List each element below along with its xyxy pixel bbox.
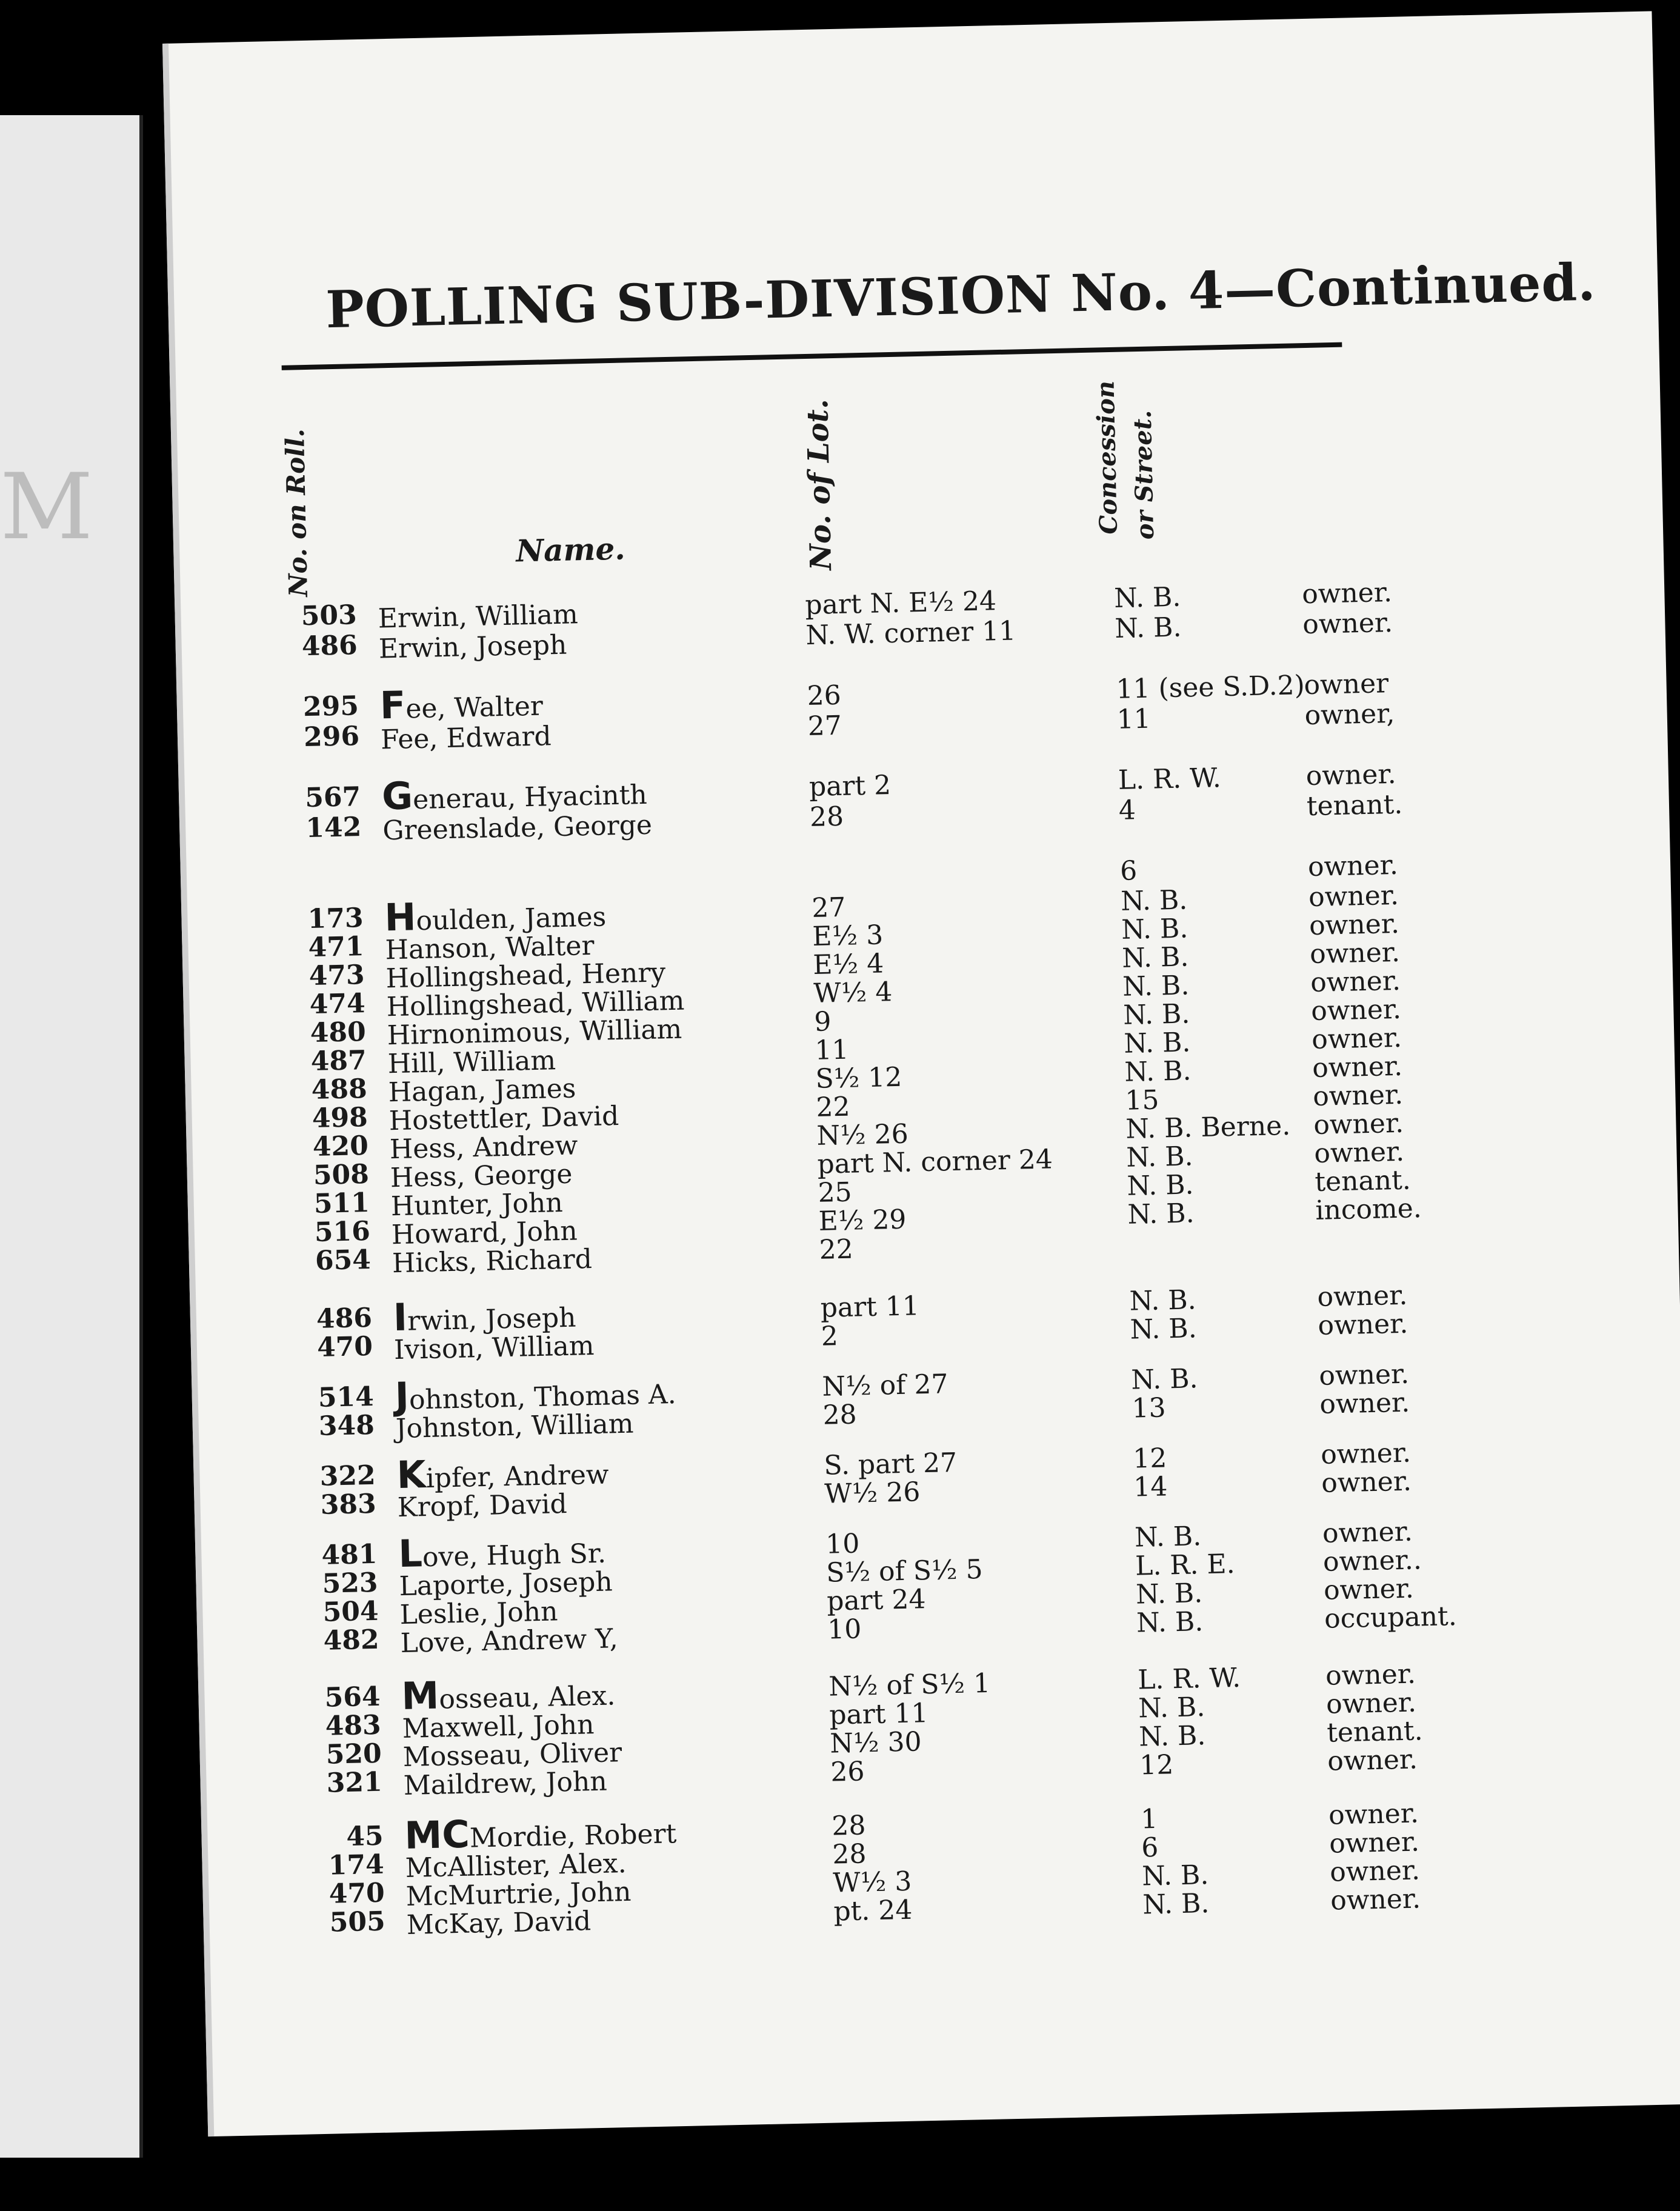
- concession: 1: [1140, 1803, 1158, 1835]
- lot-number: 28: [809, 801, 844, 833]
- roll-number: 523: [322, 1567, 379, 1599]
- voter-status: owner.: [1325, 1687, 1417, 1720]
- roll-number: 420: [312, 1130, 369, 1163]
- name-text: Erwin, Joseph: [378, 629, 567, 665]
- concession: N. B.: [1130, 1363, 1198, 1396]
- initial-letter: H: [384, 895, 417, 940]
- lot-number: E½ 29: [818, 1204, 907, 1237]
- initial-letter: F: [379, 682, 407, 728]
- left-page-fragment: M: [0, 455, 93, 560]
- name-text: Erwin, William: [378, 599, 579, 635]
- roll-number: 481: [321, 1538, 378, 1571]
- concession: N. B.: [1138, 1720, 1206, 1753]
- lot-number: W½ 4: [813, 976, 893, 1009]
- lot-number: 26: [807, 679, 842, 712]
- concession: N. B.: [1130, 1313, 1198, 1346]
- name-text: Kropf, David: [397, 1489, 568, 1524]
- roll-number: 514: [318, 1381, 375, 1413]
- roll-number: 505: [329, 1906, 386, 1938]
- initial-letter: I: [393, 1295, 408, 1340]
- lot-number: part N. E½ 24: [804, 585, 997, 621]
- roll-number: 487: [310, 1045, 367, 1078]
- voter-status: owner.: [1319, 1387, 1410, 1420]
- voter-status: owner.: [1323, 1573, 1415, 1606]
- initial-letter: K: [396, 1452, 427, 1498]
- concession: 13: [1131, 1392, 1167, 1424]
- roll-number: 564: [324, 1681, 381, 1713]
- initial-letter: M: [401, 1673, 440, 1719]
- voter-status: owner.: [1301, 576, 1393, 610]
- roll-number: [290, 873, 362, 875]
- voter-status: owner.: [1312, 1050, 1403, 1084]
- voter-status: owner.: [1313, 1107, 1404, 1141]
- lot-number: N. W. corner 11: [805, 615, 1016, 652]
- voter-status: owner.: [1329, 1855, 1421, 1888]
- name-text: Hollingshead, William: [386, 985, 685, 1023]
- lot-number: S½ of S½ 5: [825, 1554, 984, 1589]
- voter-status: owner.: [1302, 607, 1393, 641]
- lot-number: 28: [831, 1810, 866, 1842]
- roll-number: 504: [322, 1595, 379, 1628]
- voter-status: owner.: [1327, 1744, 1418, 1777]
- roll-number: 321: [326, 1766, 383, 1799]
- concession: 11: [1116, 703, 1152, 735]
- header-concession: Concession: [1091, 380, 1124, 535]
- concession: 6: [1119, 855, 1138, 887]
- name-text: Leslie, John: [399, 1596, 558, 1631]
- lot-number: part 2: [808, 770, 892, 803]
- initial-letter: G: [381, 773, 413, 819]
- name-text: Hicks, Richard: [392, 1244, 593, 1279]
- lot-number: W½ 3: [832, 1866, 912, 1899]
- concession: N. B. Berne.: [1125, 1110, 1291, 1145]
- name-text: Greenslade, George: [382, 809, 653, 847]
- roll-number: 516: [314, 1215, 371, 1248]
- lot-number: 26: [830, 1756, 865, 1788]
- roll-number: 296: [303, 721, 360, 753]
- lot-number: part N. corner 24: [817, 1144, 1053, 1180]
- lot-number: 27: [811, 892, 846, 924]
- name-text: Laporte, Joseph: [399, 1566, 613, 1602]
- name-text: Love, Andrew Y,: [400, 1623, 619, 1659]
- roll-number: 486: [316, 1302, 373, 1335]
- voter-name: [403, 1762, 607, 1801]
- lot-number: part 11: [820, 1290, 920, 1324]
- voter-status: owner.: [1309, 936, 1401, 970]
- name-text: ipfer, Andrew: [425, 1459, 610, 1495]
- concession: N. B.: [1134, 1521, 1202, 1553]
- name-text: Fee, Edward: [380, 721, 552, 756]
- name-text: Hanson, Walter: [385, 930, 595, 966]
- voter-status: tenant.: [1326, 1715, 1424, 1749]
- concession: N. B.: [1136, 1606, 1204, 1639]
- lot-number: part 24: [826, 1584, 926, 1617]
- roll-number: 295: [302, 690, 359, 723]
- name-text: Mordie, Robert: [469, 1818, 677, 1854]
- concession: N. B.: [1113, 581, 1181, 614]
- name-text: ove, Hugh Sr.: [422, 1538, 607, 1573]
- voter-status: owner.: [1307, 849, 1399, 883]
- name-text: Hirnonimous, William: [387, 1013, 682, 1052]
- left-page-edge: [0, 115, 143, 2158]
- voter-status: tenant.: [1306, 789, 1403, 822]
- lot-number: 10: [827, 1613, 862, 1646]
- name-text: osseau, Alex.: [438, 1680, 616, 1715]
- roll-number: 473: [308, 959, 365, 992]
- lot-number: 11: [814, 1034, 850, 1066]
- initial-letter: L: [398, 1531, 423, 1576]
- lot-number: E½ 4: [812, 948, 884, 981]
- roll-number: 508: [313, 1159, 370, 1192]
- concession: N. B.: [1122, 998, 1190, 1031]
- voter-status: owner.: [1310, 965, 1401, 999]
- voter-status: owner.: [1328, 1798, 1419, 1831]
- roll-number: 654: [315, 1244, 372, 1276]
- voter-status: owner.: [1313, 1136, 1405, 1169]
- name-text: Maildrew, John: [403, 1766, 608, 1801]
- concession: 12: [1139, 1749, 1174, 1781]
- title-rule: [282, 342, 1342, 370]
- lot-number: 27: [807, 710, 842, 742]
- concession: N. B.: [1120, 884, 1188, 917]
- voter-status: owner,: [1304, 698, 1395, 732]
- voter-status: owner.: [1318, 1358, 1410, 1392]
- voter-status: owner: [1303, 668, 1389, 701]
- roll-number: 470: [316, 1330, 373, 1363]
- roll-number: 474: [309, 988, 366, 1021]
- concession: L. R. W.: [1118, 762, 1222, 796]
- name-text: Hill, William: [387, 1045, 556, 1080]
- document-page: [162, 11, 1680, 2136]
- roll-number: 471: [308, 931, 365, 964]
- voter-status: owner.: [1330, 1883, 1421, 1916]
- name-text: McAllister, Alex.: [405, 1848, 627, 1884]
- name-text: Hagan, James: [388, 1073, 576, 1109]
- voter-status: income.: [1315, 1193, 1422, 1226]
- lot-number: 10: [825, 1528, 860, 1560]
- voter-name: [395, 1405, 634, 1445]
- lot-number: S. part 27: [823, 1447, 958, 1481]
- voter-status: owner.: [1321, 1466, 1412, 1499]
- concession: N. B.: [1138, 1692, 1205, 1724]
- voter-status: owner..: [1322, 1544, 1422, 1578]
- lot-number: N½ of S½ 1: [828, 1667, 991, 1702]
- voter-status: owner.: [1312, 1079, 1404, 1112]
- header-roll: No. on Roll.: [279, 428, 313, 598]
- voter-name: [380, 717, 552, 755]
- concession: N. B.: [1142, 1888, 1210, 1921]
- name-text: Mosseau, Oliver: [402, 1737, 622, 1773]
- roll-number: 322: [319, 1459, 376, 1492]
- concession: N. B.: [1126, 1169, 1195, 1202]
- header-street: or Street.: [1128, 410, 1160, 540]
- voter-status: owner.: [1308, 879, 1399, 913]
- name-text: ohnston, Thomas A.: [408, 1379, 677, 1416]
- name-text: Hess, George: [390, 1158, 573, 1194]
- concession: 6: [1141, 1832, 1159, 1864]
- voter-status: tenant.: [1314, 1164, 1412, 1198]
- name-text: oulden, James: [416, 901, 607, 937]
- concession: N. B.: [1122, 970, 1190, 1002]
- lot-number: 28: [832, 1838, 867, 1870]
- concession: N. B.: [1121, 913, 1188, 945]
- roll-number: 520: [325, 1738, 382, 1770]
- voter-status: owner.: [1317, 1279, 1408, 1313]
- voter-name: [406, 1902, 592, 1941]
- name-text: Hollingshead, Henry: [385, 957, 666, 995]
- lot-number: E½ 3: [812, 919, 884, 952]
- voter-status: owner.: [1322, 1516, 1413, 1549]
- roll-number: 503: [301, 599, 358, 632]
- voter-name: [392, 1240, 592, 1279]
- voter-status: owner.: [1311, 1022, 1402, 1056]
- name-text: McMurtrie, John: [405, 1876, 632, 1912]
- concession: N. B.: [1129, 1284, 1197, 1317]
- roll-number: 383: [320, 1488, 377, 1521]
- name-text: Hess, Andrew: [389, 1130, 578, 1166]
- lot-number: W½ 26: [824, 1476, 921, 1510]
- concession: 15: [1124, 1084, 1159, 1116]
- roll-number: 142: [305, 812, 362, 844]
- name-text: McKay, David: [406, 1906, 592, 1941]
- roll-number: 567: [304, 781, 361, 814]
- roll-number: 486: [301, 630, 358, 662]
- roll-number: 511: [313, 1187, 370, 1219]
- lot-number: 28: [822, 1399, 858, 1431]
- name-text: Hunter, John: [390, 1187, 564, 1222]
- name-text: rwin, Joseph: [407, 1302, 576, 1337]
- header-name: Name.: [515, 530, 626, 569]
- name-text: enerau, Hyacinth: [412, 779, 648, 816]
- concession: L. R. E.: [1135, 1549, 1236, 1582]
- voter-status: owner.: [1328, 1826, 1420, 1859]
- lot-number: N½ 26: [816, 1118, 909, 1152]
- name-text: ee, Walter: [405, 690, 544, 725]
- name-text: Maxwell, John: [402, 1709, 595, 1745]
- initial-letter: J: [394, 1373, 410, 1419]
- voter-status: owner.: [1325, 1658, 1416, 1692]
- lot-number: 2: [821, 1321, 839, 1352]
- roll-number: 348: [318, 1409, 375, 1442]
- lot-number: N½ 30: [829, 1726, 922, 1759]
- header-lot: No. of Lot.: [801, 398, 839, 571]
- concession: N. B.: [1141, 1859, 1209, 1892]
- roll-number: 45: [345, 1820, 384, 1853]
- concession: N. B.: [1135, 1578, 1203, 1610]
- voter-status: owner.: [1318, 1308, 1408, 1341]
- voter-name: [397, 1485, 567, 1523]
- roll-number: 482: [323, 1624, 380, 1656]
- concession: N. B.: [1125, 1141, 1193, 1173]
- voter-name: [393, 1327, 595, 1366]
- name-text: Howard, John: [391, 1215, 578, 1251]
- voter-status: occupant.: [1324, 1601, 1458, 1635]
- roll-number: 480: [310, 1016, 367, 1049]
- concession: N. B.: [1127, 1198, 1195, 1230]
- name-text: Ivison, William: [393, 1330, 595, 1366]
- voter-status: owner.: [1308, 908, 1400, 942]
- voter-name: [400, 1619, 618, 1659]
- roll-number: 483: [325, 1709, 382, 1742]
- lot-number: N½ of 27: [822, 1369, 949, 1402]
- lot-number: 25: [818, 1176, 853, 1209]
- concession: L. R. W.: [1137, 1662, 1241, 1696]
- voter-name: [382, 806, 653, 847]
- lot-number: 9: [813, 1006, 832, 1038]
- concession: N. B.: [1124, 1055, 1192, 1088]
- name-text: Hostettler, David: [388, 1100, 619, 1137]
- roll-number: 173: [307, 902, 364, 935]
- initial-letter: MC: [404, 1812, 470, 1858]
- name-text: Johnston, William: [395, 1408, 634, 1445]
- lot-number: 22: [815, 1091, 851, 1123]
- concession: 4: [1118, 795, 1136, 826]
- roll-number: 488: [311, 1073, 368, 1106]
- page-title: POLLING SUB-DIVISION No. 4—Continued.: [325, 252, 1597, 340]
- voter-status: owner.: [1305, 758, 1397, 792]
- roll-number: 498: [312, 1102, 368, 1135]
- lot-number: pt. 24: [833, 1894, 913, 1927]
- concession: N. B.: [1114, 612, 1182, 644]
- roll-number: 174: [328, 1849, 385, 1881]
- concession: 14: [1133, 1471, 1168, 1503]
- voter-status: owner.: [1320, 1437, 1412, 1470]
- lot-number: 22: [819, 1233, 854, 1266]
- roll-number: 470: [328, 1877, 385, 1910]
- concession: 12: [1132, 1442, 1167, 1475]
- concession: N. B.: [1121, 941, 1189, 974]
- concession: N. B.: [1123, 1027, 1191, 1059]
- lot-number: part 11: [828, 1698, 929, 1731]
- concession: 11 (see S.D.2): [1116, 670, 1305, 705]
- voter-status: owner.: [1310, 993, 1402, 1027]
- voter-name: [378, 626, 567, 665]
- lot-number: S½ 12: [815, 1061, 902, 1095]
